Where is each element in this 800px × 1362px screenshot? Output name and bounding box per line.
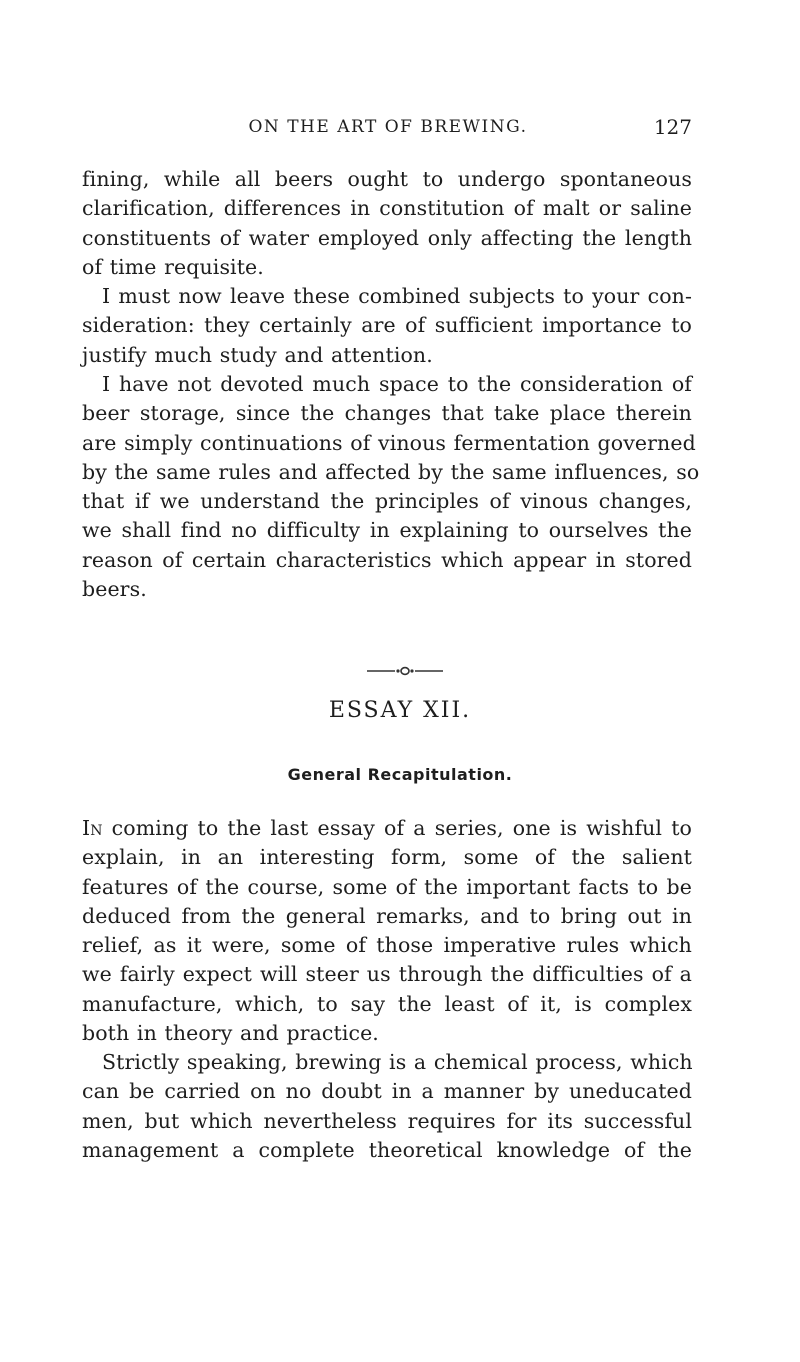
- text-line: we shall find no difficulty in explaining to ourselves the: [82, 518, 692, 543]
- text-line-rest: coming to the last essay of a series, one is wishful to: [102, 816, 692, 840]
- section-divider-ornament: [365, 665, 445, 677]
- text-line: relief, as it were, some of those imperative rules which: [82, 933, 692, 958]
- text-line: are simply continuations of vinous fermentation governed: [82, 430, 696, 455]
- text-line: by the same rules and affected by the same influences, so: [82, 459, 700, 484]
- text-line: reason of certain characteristics which appear in stored: [82, 547, 692, 572]
- page-number: 127: [653, 115, 692, 139]
- text-line: explain, in an interesting form, some of the salient: [82, 845, 692, 870]
- text-line: I have not devoted much space to the consideration of: [102, 372, 692, 396]
- text-line: [82, 814, 692, 843]
- running-title: ON THE ART OF BREWING.: [248, 117, 528, 137]
- paragraph-recapitulation-intro: [82, 814, 692, 1048]
- text-line: that if we understand the principles of vinous changes,: [82, 489, 692, 514]
- text-line: both in theory and practice.: [82, 1021, 379, 1046]
- text-line: justify much study and attention.: [82, 342, 433, 367]
- text-line: we fairly expect will steer us through the difficulties of a: [82, 962, 692, 987]
- drop-word: In: [82, 816, 103, 840]
- text-line: can be carried on no doubt in a manner by uneducated: [82, 1079, 692, 1104]
- text-line: Strictly speaking, brewing is a chemical process, which: [102, 1050, 693, 1074]
- essay-subheading: General Recapitulation.: [287, 765, 513, 784]
- text-line: men, but which nevertheless requires for its successful: [82, 1108, 692, 1133]
- running-head: [84, 112, 692, 142]
- text-line: sideration: they certainly are of sufficient importance to: [82, 313, 692, 338]
- paragraph-beer-storage: [82, 370, 700, 604]
- text-line: beers.: [82, 577, 147, 602]
- text-line: manufacture, which, to say the least of it, is complex: [82, 991, 692, 1016]
- text-line: beer storage, since the changes that take place therein: [82, 401, 692, 426]
- text-line: features of the course, some of the important facts to be: [82, 874, 692, 899]
- text-line: fining, while all beers ought to undergo spontaneous: [82, 167, 692, 191]
- text-line: deduced from the general remarks, and to bring out in: [82, 903, 692, 928]
- paragraph-fining: [82, 165, 692, 282]
- text-line: clarification, differences in constitution of malt or saline: [82, 196, 692, 221]
- paragraph-consideration: [82, 282, 692, 370]
- text-line: I must now leave these combined subjects to your con-: [102, 284, 692, 308]
- text-line: constituents of water employed only affecting the length: [82, 225, 692, 250]
- paragraph-strictly-speaking: [82, 1048, 692, 1165]
- essay-heading: ESSAY XII.: [328, 698, 472, 723]
- text-line: of time requisite.: [82, 254, 264, 279]
- text-line: management a complete theoretical knowledge of the: [82, 1137, 692, 1162]
